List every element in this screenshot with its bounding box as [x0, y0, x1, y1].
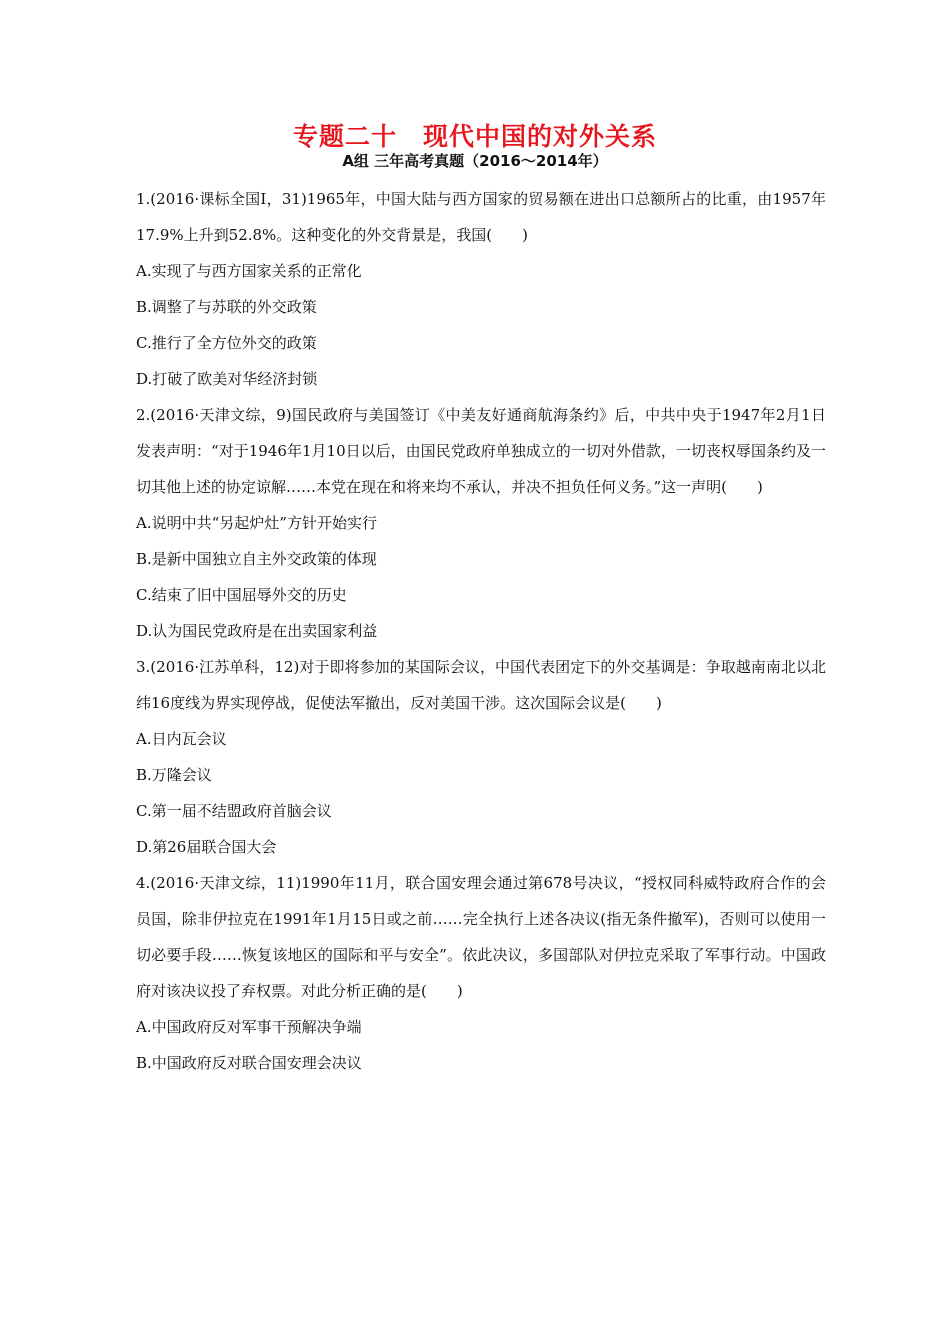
option-b: B.调整了与苏联的外交政策	[136, 298, 317, 316]
question-1	[136, 181, 826, 397]
question-stem: 1.(2016·课标全国Ⅰ，31)1965年，中国大陆与西方国家的贸易额在进出口总额所占的比重，由1957年17.9%上升到52.8%。这种变化的外交背景是，我国( )	[136, 190, 826, 244]
option-b: B.万隆会议	[136, 766, 212, 784]
page-title: 专题二十 现代中国的对外关系	[292, 122, 657, 151]
question-3	[136, 649, 826, 865]
question-4	[136, 865, 826, 1081]
section-subtitle: A组 三年高考真题（2016～2014年）	[342, 152, 608, 170]
option-b: B.中国政府反对联合国安理会决议	[136, 1054, 362, 1072]
option-c: C.第一届不结盟政府首脑会议	[136, 802, 332, 820]
option-d: D.第26届联合国大会	[136, 838, 277, 856]
option-d: D.认为国民党政府是在出卖国家利益	[136, 622, 378, 640]
option-c: C.结束了旧中国屈辱外交的历史	[136, 586, 347, 604]
question-2	[136, 397, 826, 649]
option-a: A.日内瓦会议	[136, 730, 227, 748]
option-a: A.实现了与西方国家关系的正常化	[136, 262, 362, 280]
option-b: B.是新中国独立自主外交政策的体现	[136, 550, 377, 568]
question-stem: 2.(2016·天津文综，9)国民政府与美国签订《中美友好通商航海条约》后，中共中央于1947年2月1日发表声明：“对于1946年1月10日以后，由国民党政府单独成立的一切对外借款，一切丧权辱国条约及一切其他上述的协定谅解……本党在现在和将来均不承认，并决不担负任何义务。”这一声明( )	[136, 406, 826, 496]
option-c: C.推行了全方位外交的政策	[136, 334, 317, 352]
question-stem: 3.(2016·江苏单科，12)对于即将参加的某国际会议，中国代表团定下的外交基调是：争取越南南北以北纬16度线为界实现停战，促使法军撤出，反对美国干涉。这次国际会议是( )	[136, 658, 826, 712]
question-list	[136, 181, 826, 1081]
option-a: A.中国政府反对军事干预解决争端	[136, 1018, 362, 1036]
question-stem: 4.(2016·天津文综，11)1990年11月，联合国安理会通过第678号决议，“授权同科威特政府合作的会员国，除非伊拉克在1991年1月15日或之前……完全执行上述各决议(指无条件撤军)，否则可以使用一切必要手段……恢复该地区的国际和平与安全”。依此决议，多国部队对伊拉克采取了军事行动。中国政府对该决议投了弃权票。对此分析正确的是( )	[136, 874, 826, 1000]
option-a: A.说明中共“另起炉灶”方针开始实行	[136, 514, 377, 532]
option-d: D.打破了欧美对华经济封锁	[136, 370, 318, 388]
